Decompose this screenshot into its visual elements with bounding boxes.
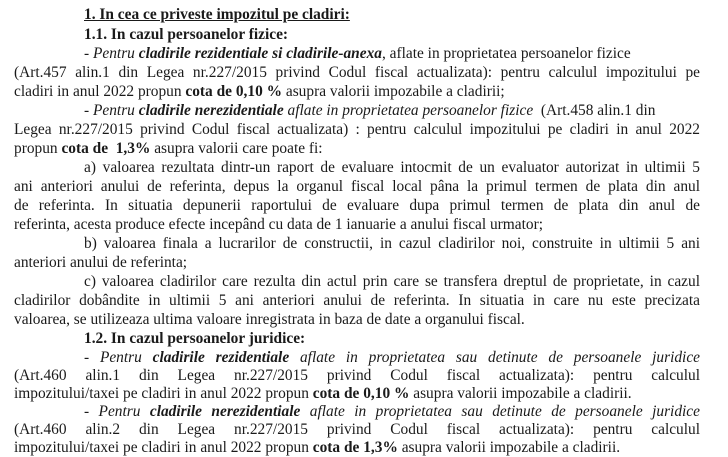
rate-value: cota de 1,3%	[61, 140, 151, 157]
dash: -	[84, 102, 93, 119]
paragraph-line	[14, 139, 323, 158]
rate-value: cota de 0,10 %	[185, 83, 283, 100]
section-heading-text: 1. In cea ce priveste impozitul pe cladiri:	[84, 6, 350, 23]
italic-text: Pentru	[92, 45, 139, 62]
subsection-heading-text: 1.1. In cazul persoanelor fizice:	[84, 26, 289, 43]
bold-italic-text: cladirile rezidentiale	[152, 349, 290, 366]
italic-text: aflate in proprietatea persoanelor fizice	[283, 102, 534, 119]
bold-italic-text: cladirile rezidentiale si cladirile-anexa	[138, 45, 382, 62]
list-item-b: b) valoarea finala a lucrarilor de constructii, in cazul cladirilor noi, construite in ultimii 5 ani	[84, 235, 700, 252]
text: asupra valorii impozabile a cladirii;	[282, 83, 505, 100]
list-item-b-line: anteriori anului de referinta;	[14, 254, 188, 271]
rate-value: cota de 1,3%	[312, 439, 398, 456]
italic-text: aflate in proprietatea sau detinute de persoanele juridice	[300, 403, 700, 420]
list-item-c-line: cladirilor dobândite in ultimii 5 ani anteriori anului de referinta. In situatia in care nu este precizata	[14, 292, 700, 309]
text: asupra valorii care poate fi:	[150, 140, 323, 157]
dash: -	[84, 403, 99, 420]
paragraph-line	[14, 438, 620, 457]
paragraph-line	[14, 82, 505, 101]
paragraph-line: (Art.460 alin.1 din Legea nr.227/2015 privind Codul fiscal actualizata): pentru calculul	[14, 367, 700, 384]
list-item-a-line: referinta, acesta produce efecte incepând cu data de 1 ianuarie a anului fiscal urmator;	[14, 216, 543, 233]
section-heading	[84, 5, 350, 24]
rate-value: cota de 0,10 %	[312, 385, 410, 402]
paragraph-line: (Art.457 alin.1 din Legea nr.227/2015 privind Codul fiscal actualizata): pentru calculul impozitului pe	[14, 64, 700, 81]
paragraph-line	[84, 402, 700, 421]
text: , aflate in proprietatea persoanelor fizice	[381, 45, 631, 62]
italic-text: Pentru	[92, 102, 139, 119]
list-item-c-line: valoarea, se utilizeaza ultima valoare inregistrata in baza de date a organului fiscal.	[14, 311, 525, 328]
text: impozitului/taxei pe cladiri in anul 2022 propun	[14, 439, 313, 456]
subsection-heading-text: 1.2. In cazul persoanelor juridice:	[84, 330, 306, 347]
text: cladiri in anul 2022 propun	[14, 83, 186, 100]
text: propun	[14, 140, 62, 157]
list-item-c: c) valoarea cladirilor care rezulta din actul prin care se transfera dreptul de proprietate, in cazul	[84, 273, 700, 290]
list-item-a-line: ani anteriori anului de referinta, depus la organul fiscal local pâna la primul termen de plata din anul	[14, 178, 700, 195]
dash: -	[84, 45, 93, 62]
text: asupra valorii impozabile a cladirii.	[409, 385, 632, 402]
text: (Art.458 alin.1 din	[533, 102, 656, 119]
list-item-a: a) valoarea rezultata dintr-un raport de evaluare intocmit de un evaluator autorizat in ultimii 5	[84, 159, 700, 176]
italic-text: Pentru	[99, 349, 153, 366]
subsection-heading-individuals	[84, 25, 288, 44]
subsection-heading-legal-entities	[84, 329, 305, 348]
list-item-a-line: de referinta. In situatia depunerii raportului de evaluare dupa primul termen de plata din anul de	[14, 197, 700, 214]
paragraph-line	[84, 101, 655, 120]
text: asupra valorii impozabile a cladirii.	[397, 439, 621, 456]
dash: -	[84, 349, 100, 366]
text: impozitului/taxei pe cladiri in anul 2022 propun	[14, 385, 313, 402]
italic-text: Pentru	[98, 403, 150, 420]
paragraph-line: (Art.460 alin.2 din Legea nr.227/2015 privind Codul fiscal actualizata): pentru calculul	[14, 421, 700, 438]
paragraph-line	[84, 44, 631, 63]
italic-text: aflate in proprietatea sau detinute de persoanele juridice	[289, 349, 700, 366]
bold-italic-text: cladirile nerezidentiale	[149, 403, 301, 420]
paragraph-line: Legea nr.227/2015 privind Codul fiscal actualizata) : pentru calculul impozitului pe cladiri in anul 2022	[14, 121, 700, 138]
paragraph-line	[14, 384, 632, 403]
paragraph-line	[84, 348, 700, 367]
bold-italic-text: cladirile nerezidentiale	[138, 102, 284, 119]
